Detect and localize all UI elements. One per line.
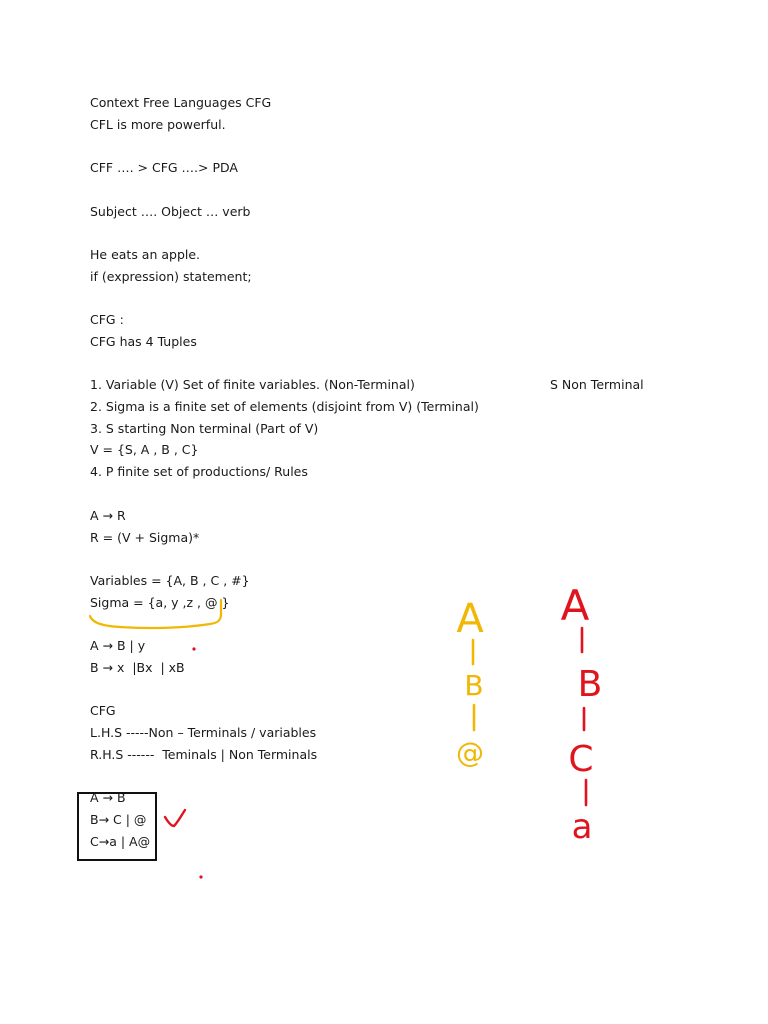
red-dot [192, 647, 195, 650]
side-note: S Non Terminal [550, 377, 644, 392]
doc-line: R.H.S ------ Teminals | Non Terminals [90, 747, 318, 762]
doc-line: B → x |Bx | xB [90, 660, 185, 675]
doc-line: 3. S starting Non terminal (Part of V) [90, 421, 319, 436]
highlight-box [77, 792, 157, 861]
doc-line: CFG : [90, 312, 124, 327]
yellow-chain-letter: A [456, 596, 484, 642]
red-chain-letter: B [577, 664, 603, 705]
doc-title: Context Free Languages CFG [90, 95, 272, 110]
doc-line: V = {S, A , B , C} [90, 442, 199, 457]
yellow-chain-letter: @ [456, 736, 484, 769]
doc-line: A → B [90, 790, 126, 805]
check-icon [165, 810, 185, 826]
doc-line: Subject …. Object … verb [90, 204, 251, 219]
doc-line: L.H.S -----Non – Terminals / variables [90, 725, 317, 740]
red-chain-letter: C [568, 739, 594, 780]
doc-line: 1. Variable (V) Set of finite variables. (Non-Terminal) [90, 377, 415, 392]
red-dot [199, 875, 202, 878]
doc-line: if (expression) statement; [90, 269, 252, 284]
red-chain-letter: a [571, 807, 593, 847]
doc-line: C→a | A@ [90, 834, 151, 849]
doc-line: B→ C | @ [90, 812, 147, 827]
doc-line: CFG has 4 Tuples [90, 334, 197, 349]
doc-line: R = (V + Sigma)* [90, 530, 200, 545]
yellow-chain [456, 596, 484, 769]
doc-line: 4. P finite set of productions/ Rules [90, 464, 308, 479]
doc-line: A → B | y [90, 638, 146, 653]
doc-line: CFL is more powerful. [90, 117, 226, 132]
yellow-chain-letter: B [464, 669, 484, 702]
doc-line: Variables = {A, B , C , #} [90, 573, 250, 588]
doc-line: Sigma = {a, y ,z , @ } [90, 595, 230, 610]
doc-line: CFG [90, 703, 116, 718]
doc-line: CFF …. > CFG ….> PDA [90, 160, 238, 175]
red-chain [561, 581, 603, 847]
doc-line: He eats an apple. [90, 247, 201, 262]
doc-line: 2. Sigma is a finite set of elements (disjoint from V) (Terminal) [90, 399, 479, 414]
doc-line: A → R [90, 508, 126, 523]
red-chain-letter: A [560, 581, 590, 630]
